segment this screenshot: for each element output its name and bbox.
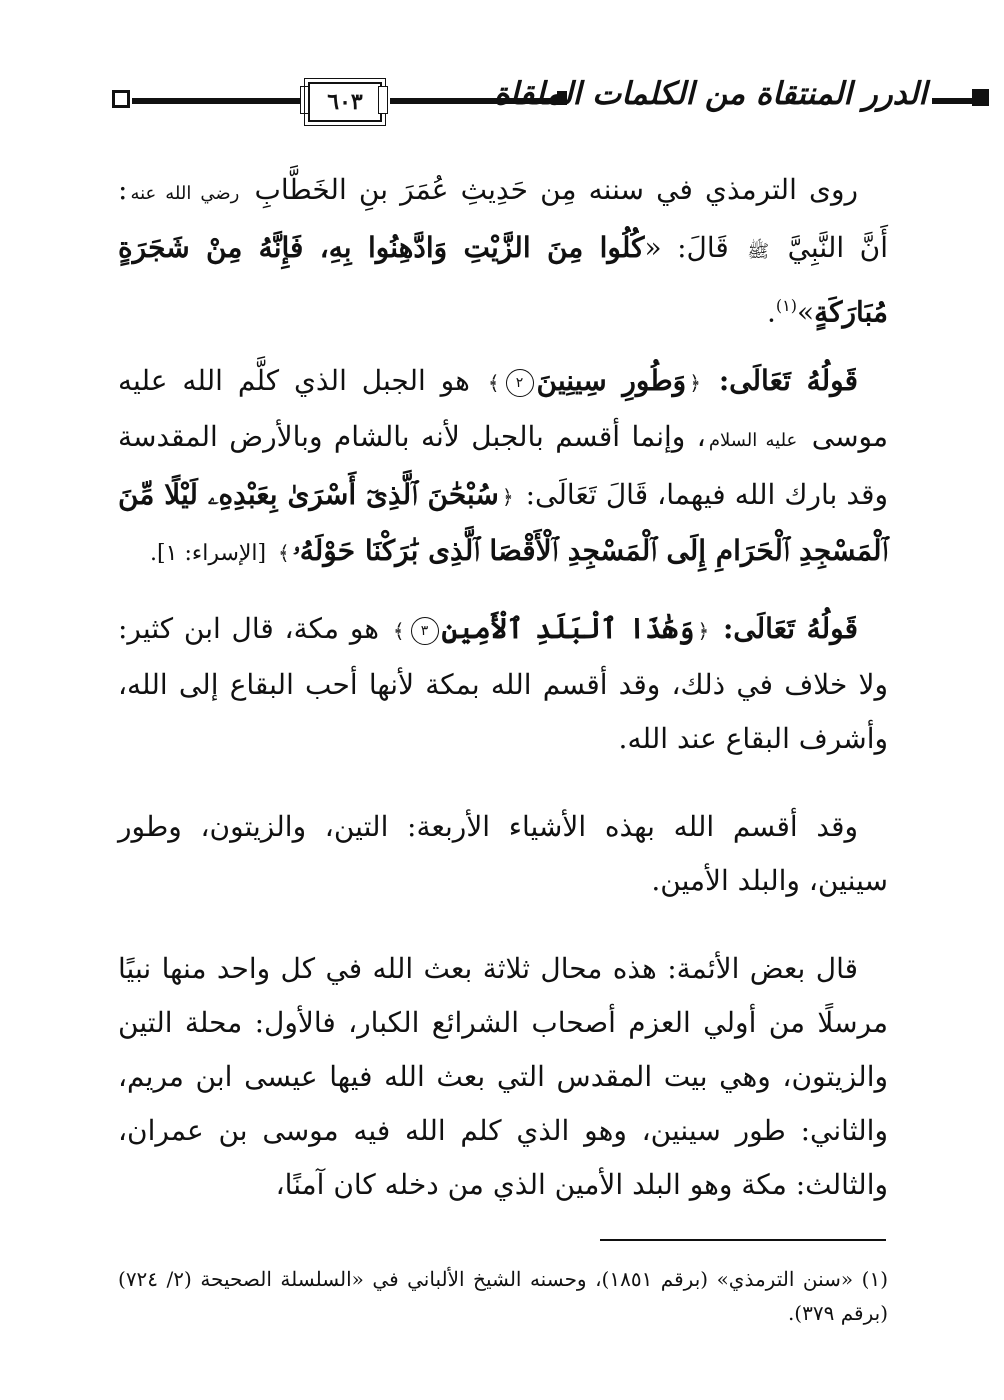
verse-isra: سُبْحَٰنَ ٱلَّذِىٓ أَسْرَىٰ بِعَبْدِهِۦ لَيْلًا مِّنَ ٱلْمَسْجِدِ ٱلْحَرَامِ إِلَى ٱلْمَسْجِدِ ٱلْأَقْصَا ٱلَّذِى بَٰرَكْنَا حَوْلَهُۥ (118, 478, 888, 567)
p1-intro: روى الترمذي في سننه مِن حَدِيثِ عُمَرَ بنِ الخَطَّابِ (254, 173, 858, 206)
paragraph-hadith (118, 163, 888, 339)
ornate-bracket-close: ﴾ (487, 371, 500, 395)
ornate-bracket-close-2: ﴾ (278, 541, 290, 565)
paragraph-four-oaths (118, 800, 888, 908)
verse-tur-sinin: وَطُورِ سِينِينَ (536, 364, 687, 397)
page-number: ٦٠٣ (308, 82, 382, 122)
ayah-number-3: ٣ (411, 617, 439, 645)
p1-end: . (767, 295, 776, 329)
paragraph-balad-amin (118, 602, 888, 766)
ornate-bracket-open: ﴿ (689, 371, 701, 395)
page-header (112, 76, 927, 124)
page-number-ornament-right (378, 86, 388, 114)
header-rule-left (132, 98, 308, 104)
p1-text-c: » (797, 295, 815, 329)
ayah-number-2: ٢ (506, 369, 534, 397)
honorific-radiallahu: رضي الله عنه (130, 183, 240, 204)
paragraph-three-places (118, 942, 888, 1212)
header-rule-right (932, 98, 972, 104)
footnote-ref-1: (١) (775, 296, 798, 315)
ornate-bracket-open-2: ﴿ (501, 485, 514, 509)
paragraph-tur-sinin (118, 354, 888, 581)
header-square-right (972, 89, 989, 106)
p3-text: هو مكة، قال ابن كثير: ولا خلاف في ذلك، وقد أقسم الله بمكة لأنها أحب البقاع إلى الله، وأشرف البقاع عند الله. (118, 612, 888, 755)
p4-text: وقد أقسم الله بهذه الأشياء الأربعة: التين، والزيتون، وطور سينين، والبلد الأمين. (118, 810, 888, 897)
p1-text-a: أَنَّ النَّبِيَّ (787, 231, 888, 264)
p2-text-b: ، وإنما أقسم بالجبل لأنه بالشام وبالأرض المقدسة وقد بارك الله فيهما، قَالَ تَعَالَى: (118, 420, 888, 511)
p1-intro-end: : (118, 173, 128, 206)
verse-balad-amin: وَهَٰذَا ٱلْبَلَدِ ٱلْأَمِينِ (441, 612, 695, 645)
p2-text-a: هو الجبل الذي كلَّم الله عليه موسى (118, 364, 889, 453)
verse-reference-isra: [الإسراء: ١]. (150, 541, 267, 566)
p1-text-b: قَالَ: « (644, 231, 729, 264)
book-title: الدرر المنتقاة من الكلمات الملقاة (493, 76, 927, 112)
hadith-text: كُلُوا مِنَ الزَّيْتِ وَادَّهِنُوا بِهِ، فَإِنَّهُ مِنْ شَجَرَةٍ مُبَارَكَةٍ (118, 231, 888, 329)
p2-lead: قَولُهُ تَعَالَى: (718, 364, 858, 397)
footnote-1: (١) «سنن الترمذي» (برقم ١٨٥١)، وحسنه الشيخ الألباني في «السلسلة الصحيحة (٢/ ٧٢٤) (برقم ٣٧٩). (118, 1267, 888, 1325)
p3-lead: قَولُهُ تَعَالَى: (722, 612, 858, 645)
footnote-rule (600, 1239, 886, 1241)
ornate-bracket-open-3: ﴿ (697, 619, 710, 643)
ornate-bracket-close-3: ﴾ (392, 619, 405, 643)
honorific-salla: ﷺ (747, 241, 770, 262)
p5-text: قال بعض الأئمة: هذه محال ثلاثة بعث الله في كل واحد منها نبيًا مرسلًا من أولي العزم أصحاب الشرائع الكبار، فالأول: محلة التين والزيتون، وهي بيت المقدس التي بعث الله فيها عيسى ابن مريم، والثاني: طور سينين، وهو الذي كلم الله فيه موسى بن عمران، والثالث: مكة وهو البلد الأمين الذي من دخله كان آمنًا، (118, 952, 888, 1201)
header-open-square (112, 90, 130, 108)
honorific-alayhi-salam: عليه السلام (708, 430, 798, 451)
